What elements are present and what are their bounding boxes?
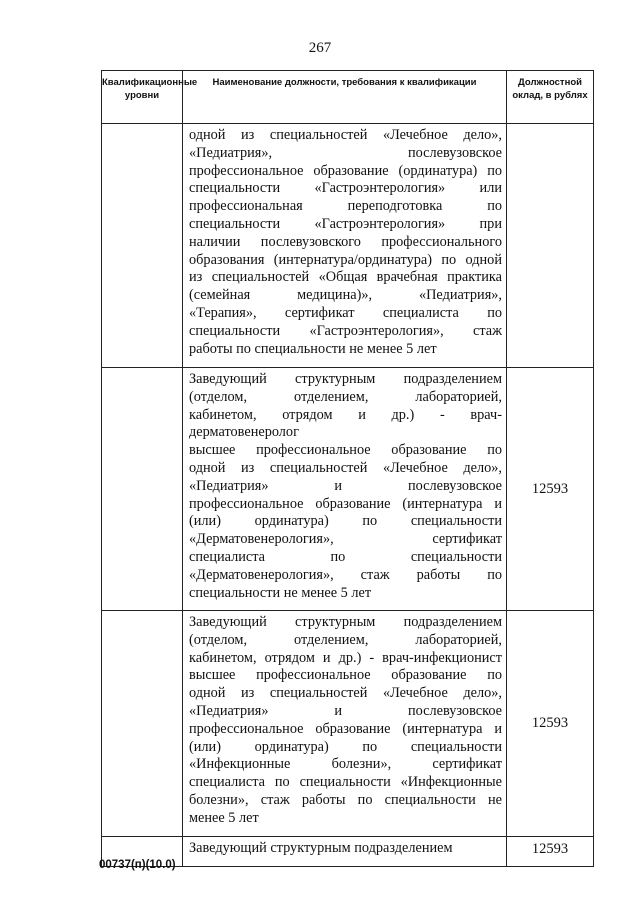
text-line: кабинетом, отрядом и др.) - врач-инфекционист	[189, 649, 502, 666]
qualification-level-cell	[102, 368, 183, 611]
position-requirements-cell	[183, 124, 507, 368]
text-line: образования (интернатура/ординатура) по одной	[189, 251, 502, 268]
text-line: «Терапия», сертификат специалиста по	[189, 304, 502, 321]
qualification-level-cell	[102, 611, 183, 837]
text-line: высшее профессиональное образование по	[189, 442, 502, 459]
text-line: «Педиатрия» и послевузовское	[189, 477, 502, 494]
text-line: из специальностей «Общая врачебная практика	[189, 269, 502, 286]
text-line: «Педиатрия», послевузовское	[189, 144, 502, 161]
text-line: одной из специальностей «Лечебное дело»,	[189, 685, 502, 702]
text-line: специальности не менее 5 лет	[189, 584, 372, 601]
table-header-row	[102, 71, 594, 124]
text-line: профессиональная переподготовка по	[189, 198, 502, 215]
text-line: профессиональное образование (интернатура и	[189, 720, 502, 737]
text-line: Заведующий структурным подразделением	[189, 840, 453, 856]
header-levels: Квалификационные уровни	[102, 71, 183, 124]
text-line: наличии послевузовского профессионального	[189, 233, 502, 250]
text-line: специалиста по специальности	[189, 548, 502, 565]
position-requirements-cell	[183, 611, 507, 837]
salary-cell: 12593	[507, 837, 594, 867]
text-line: дерматовенеролог	[189, 424, 299, 441]
table-row	[102, 368, 594, 611]
position-requirements-cell	[183, 368, 507, 611]
header-position: Наименование должности, требования к квалификации	[183, 71, 507, 124]
text-line: специальности «Гастроэнтерология» или	[189, 180, 502, 197]
text-line: (или) ординатура) по специальности	[189, 738, 502, 755]
header-salary: Должностной оклад, в рублях	[507, 71, 594, 124]
text-line: специальности «Гастроэнтерология» при	[189, 215, 502, 232]
text-line: высшее профессиональное образование по	[189, 667, 502, 684]
text-line: «Педиатрия» и послевузовское	[189, 702, 502, 719]
text-line: специальности «Гастроэнтерология», стаж	[189, 322, 502, 339]
position-requirements-cell	[183, 837, 507, 867]
text-line: (отделом, отделением, лабораторией,	[189, 388, 502, 405]
qualification-level-cell	[102, 124, 183, 368]
text-line: «Инфекционные болезни», сертификат	[189, 756, 502, 773]
text-line: Заведующий структурным подразделением	[189, 614, 502, 630]
text-line: одной из специальностей «Лечебное дело»,	[189, 459, 502, 476]
page-number: 267	[308, 40, 332, 56]
salary-cell: 12593	[507, 368, 594, 611]
text-line: менее 5 лет	[189, 809, 259, 826]
text-line: «Дерматовенерология», сертификат	[189, 531, 502, 548]
salary-cell	[507, 124, 594, 368]
text-line: (семейная медицина)», «Педиатрия»,	[189, 287, 502, 304]
table-row	[102, 611, 594, 837]
qualification-table	[101, 70, 594, 867]
text-line: работы по специальности не менее 5 лет	[189, 340, 437, 357]
text-line: кабинетом, отрядом и др.) - врач-	[189, 406, 502, 423]
document-code: 00737(п)(10.0)	[99, 859, 176, 871]
table-row	[102, 124, 594, 368]
text-line: специалиста по специальности «Инфекционные	[189, 774, 502, 791]
salary-cell: 12593	[507, 611, 594, 837]
text-line: профессиональное образование (ординатура) по	[189, 162, 502, 179]
text-line: профессиональное образование (интернатура и	[189, 495, 502, 512]
text-line: болезни», стаж работы по специальности не	[189, 791, 502, 808]
text-line: (или) ординатура) по специальности	[189, 513, 502, 530]
text-line: Заведующий структурным подразделением	[189, 371, 502, 387]
text-line: (отделом, отделением, лабораторией,	[189, 631, 502, 648]
text-line: «Дерматовенерология», стаж работы по	[189, 566, 502, 583]
text-line: одной из специальностей «Лечебное дело»,	[189, 127, 502, 143]
